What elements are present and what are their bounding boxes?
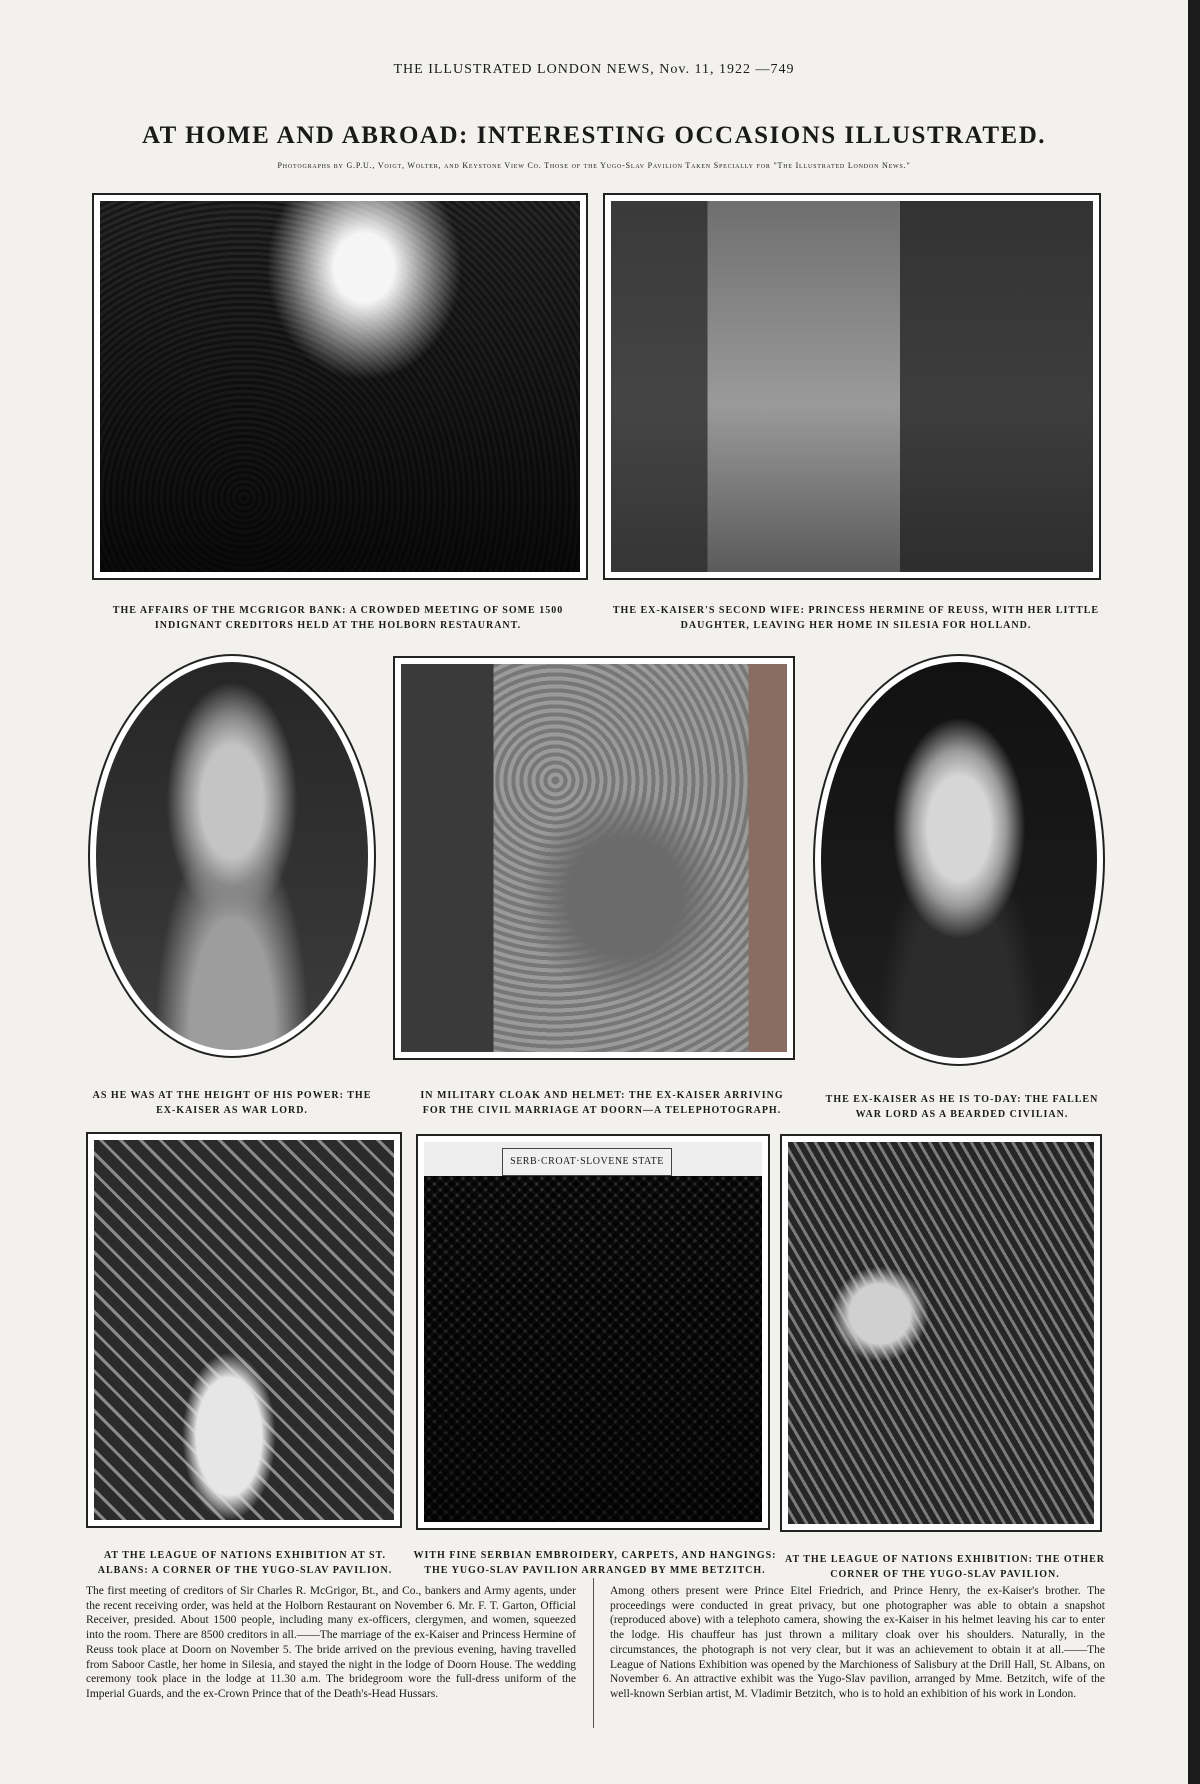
photo-credits: Photographs by G.P.U., Voigt, Wolter, and Keystone View Co. Those of the Yugo-Slav Pavilion Taken Specially for "The Illustrated London News." bbox=[277, 161, 911, 170]
pavilion-sign: SERB·CROAT·SLOVENE STATE bbox=[502, 1148, 672, 1176]
body-text-left: The first meeting of creditors of Sir Charles R. McGrigor, Bt., and Co., bankers and Army agents, under the recent receiving order, was held at the Holborn Restaurant on November 6. Mr. F. T. Garton, Official Receiver, presided. About 1500 people, including many ex-officers, clergymen, and women, squeezed into the room. There are 8500 creditors in all.——The marriage of the ex-Kaiser and Princess Hermine of Reuss took place at Doorn on November 5. The bride arrived on the previous evening, having travelled from Saboor Castle, her home in Silesia, and stayed the night in the lodge of Doorn House. The wedding ceremony took place in the lodge at 11.30 a.m. The bridegroom wore the full-dress uniform of the Imperial Guards, and the ex-Crown Prince that of the Death's-Head Hussars. bbox=[86, 1585, 576, 1700]
photo-hermine bbox=[603, 193, 1101, 580]
pavilion-main-image bbox=[424, 1142, 762, 1522]
photo-pavilion-main bbox=[416, 1134, 770, 1530]
caption-pavilion-main: WITH FINE SERBIAN EMBROIDERY, CARPETS, AND HANGINGS: THE YUGO-SLAV PAVILION ARRANGED BY MME BETZITCH. bbox=[413, 1550, 777, 1576]
photo-doorn-arrival bbox=[393, 656, 795, 1060]
column-divider bbox=[593, 1578, 594, 1728]
caption-war-lord: AS HE WAS AT THE HEIGHT OF HIS POWER: THE EX-KAISER AS WAR LORD. bbox=[92, 1090, 372, 1116]
photo-pavilion-corner bbox=[86, 1132, 402, 1528]
portrait-civilian bbox=[813, 654, 1105, 1066]
crowd-photo-image bbox=[100, 201, 580, 572]
running-head: THE ILLUSTRATED LONDON NEWS, Nov. 11, 1922 —749 bbox=[393, 62, 795, 77]
caption-mcgrigor: THE AFFAIRS OF THE MCGRIGOR BANK: A CROWDED MEETING OF SOME 1500 INDIGNANT CREDITORS HELD AT THE HOLBORN RESTAURANT. bbox=[112, 605, 564, 631]
pavilion-other-image bbox=[788, 1142, 1094, 1524]
body-text-right: Among others present were Prince Eitel Friedrich, and Prince Henry, the ex-Kaiser's brother. The proceedings were conducted in great privacy, but one photographer was able to obtain a snapshot (reproduced above) with a telephoto camera, showing the ex-Kaiser in his helmet leaving his car to enter the lodge. His chauffeur has just thrown a military cloak over his shoulders. Naturally, in the circumstances, the photograph is not very clear, but it was an achievement to obtain it at all.——The League of Nations Exhibition was opened by the Marchioness of Salisbury at the Drill Hall, St. Albans, on November 6. An attractive exhibit was the Yugo-Slav pavilion, arranged by Mme. Betzitch, wife of the well-known Serbian artist, M. Vladimir Betzitch, who is to hold an exhibition of his work in London. bbox=[610, 1585, 1105, 1700]
portrait-war-lord bbox=[88, 654, 376, 1058]
caption-pavilion-corner: AT THE LEAGUE OF NATIONS EXHIBITION AT ST. ALBANS: A CORNER OF THE YUGO-SLAV PAVILION. bbox=[97, 1550, 393, 1576]
caption-hermine: THE EX-KAISER'S SECOND WIFE: PRINCESS HERMINE OF REUSS, WITH HER LITTLE DAUGHTER, LEAVING HER HOME IN SILESIA FOR HOLLAND. bbox=[612, 605, 1100, 631]
hermine-photo-image bbox=[611, 201, 1093, 572]
war-lord-portrait-image bbox=[96, 662, 368, 1050]
caption-pavilion-other: AT THE LEAGUE OF NATIONS EXHIBITION: THE OTHER CORNER OF THE YUGO-SLAV PAVILION. bbox=[784, 1554, 1106, 1580]
photo-mcgrigor-meeting bbox=[92, 193, 588, 580]
doorn-photo-image bbox=[401, 664, 787, 1052]
caption-doorn: IN MILITARY CLOAK AND HELMET: THE EX-KAISER ARRIVING FOR THE CIVIL MARRIAGE AT DOORN—A TELEPHOTOGRAPH. bbox=[420, 1090, 784, 1116]
page-headline: AT HOME AND ABROAD: INTERESTING OCCASIONS ILLUSTRATED. bbox=[141, 122, 1047, 149]
caption-civilian: THE EX-KAISER AS HE IS TO-DAY: THE FALLEN WAR LORD AS A BEARDED CIVILIAN. bbox=[825, 1094, 1099, 1120]
pavilion-corner-image bbox=[94, 1140, 394, 1520]
photo-pavilion-other bbox=[780, 1134, 1102, 1532]
civilian-portrait-image bbox=[821, 662, 1097, 1058]
